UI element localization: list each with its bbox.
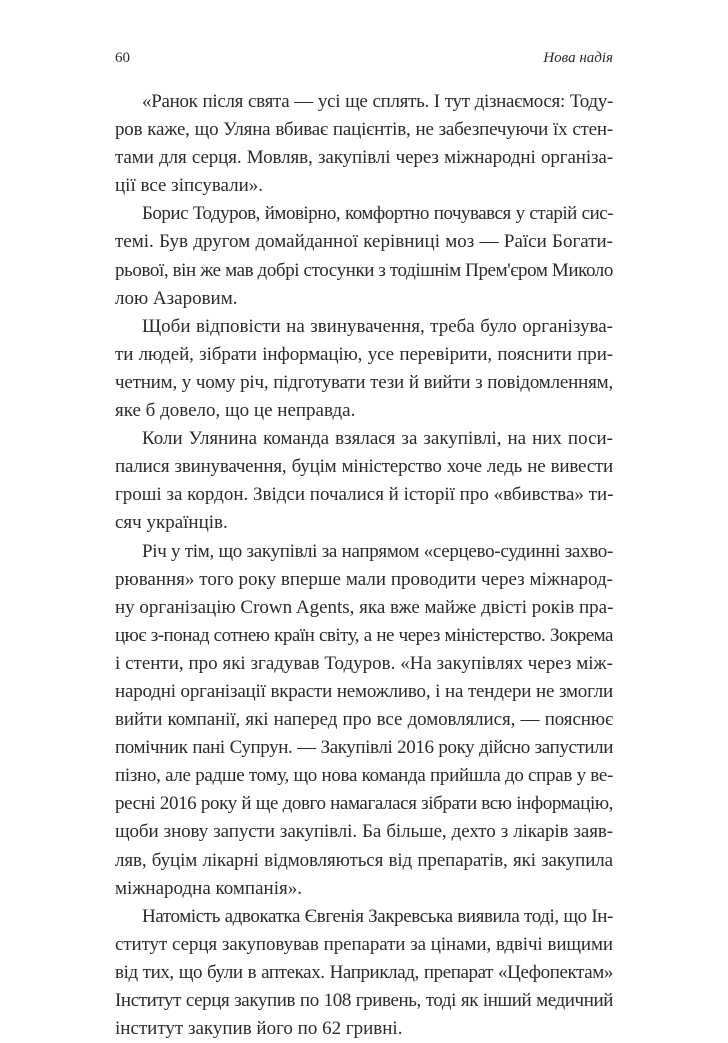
text-line: рювання» того року вперше мали проводити через міжнарод- <box>115 568 613 590</box>
text-line: інститут закупив його по 62 гривні. <box>115 1018 403 1040</box>
text-line: Річ у тім, що закупівлі за напрямом «серцево-судинні захво- <box>142 540 613 562</box>
text-line: ляв, буцім лікарні відмовляються від препаратів, які закупила <box>115 849 613 871</box>
paragraph <box>115 88 613 200</box>
text-line: сяч українців. <box>115 512 228 534</box>
paragraph <box>115 200 613 312</box>
text-line: вийти компанії, які наперед про все домовлялися, — пояснює <box>115 709 613 731</box>
text-line: пізно, але радше тому, що нова команда прийшла до справ у ве- <box>115 765 613 787</box>
text-line: яке б довело, що це неправда. <box>115 400 356 422</box>
text-line: Інститут серця закупив по 108 гривень, тоді як інший медичний <box>115 990 613 1011</box>
text-line: і стенти, про які згадував Тодуров. «На закупівлях через між- <box>115 652 613 674</box>
text-line: Борис Тодуров, ймовірно, комфортно почувався у старій сис- <box>142 203 613 225</box>
text-line: рьової, він же мав добрі стосунки з тодішнім Прем'єром Миколо <box>115 259 613 281</box>
paragraph <box>115 313 613 425</box>
text-line: лою Азаровим. <box>115 287 238 309</box>
text-line: гроші за кордон. Звідси почалися й історії про «вбивства» ти- <box>115 484 614 506</box>
text-line: тами для серця. Мовляв, закупівлі через міжнародні організа- <box>115 147 613 169</box>
running-title: Нова надія <box>543 50 613 66</box>
text-line: Щоби відповісти на звинувачення, треба було організува- <box>142 315 613 337</box>
text-line: міжнародна компанія». <box>115 877 302 899</box>
text-line: ров каже, що Уляна вбиває пацієнтів, не забезпечуючи їх стен- <box>115 119 613 141</box>
paragraph <box>115 903 613 1043</box>
text-line: Натомість адвокатка Євгенія Закревська виявила тоді, що Ін- <box>142 905 613 927</box>
text-line: палися звинувачення, буцім міністерство хоче ледь не вивести <box>115 456 613 478</box>
text-line: четним, у чому річ, підготувати тези й вийти з повідомленням, <box>115 371 613 393</box>
body-text <box>115 88 613 1043</box>
running-head <box>115 46 613 70</box>
text-line: ститут серця закуповував препарати за цінами, вдвічі вищими <box>115 933 613 955</box>
text-line: Коли Улянина команда взялася за закупівлі, на них поси- <box>142 428 613 450</box>
text-line: щоби знову запусти закупівлі. Ба більше, дехто з лікарів заяв- <box>115 821 613 843</box>
text-line: ції все зіпсували». <box>115 175 264 197</box>
text-line: цює з-понад сотнею країн світу, а не через міністерство. Зокрема <box>115 624 613 646</box>
text-line: від тих, що були в аптеках. Наприклад, препарат «Цефопектам» <box>115 961 613 983</box>
text-line: ну організацію Crown Agents, яка вже майже двісті років пра- <box>115 596 614 618</box>
text-line: ти людей, зібрати інформацію, усе перевірити, пояснити при- <box>115 343 613 365</box>
text-line: помічник пані Супрун. — Закупівлі 2016 року дійсно запустили <box>115 737 613 759</box>
paragraph <box>115 538 613 903</box>
text-line: «Ранок після свята — усі ще сплять. І тут дізнаємося: Тоду- <box>142 91 613 112</box>
page-number: 60 <box>115 50 130 66</box>
text-line: темі. Був другом домайданної керівниці моз — Раїси Богати- <box>115 231 613 253</box>
text-line: народні організації вкрасти неможливо, і на тендери не змогли <box>115 680 613 702</box>
paragraph <box>115 425 613 537</box>
text-line: ресні 2016 року й ще довго намагалася зібрати всю інформацію, <box>115 793 613 815</box>
